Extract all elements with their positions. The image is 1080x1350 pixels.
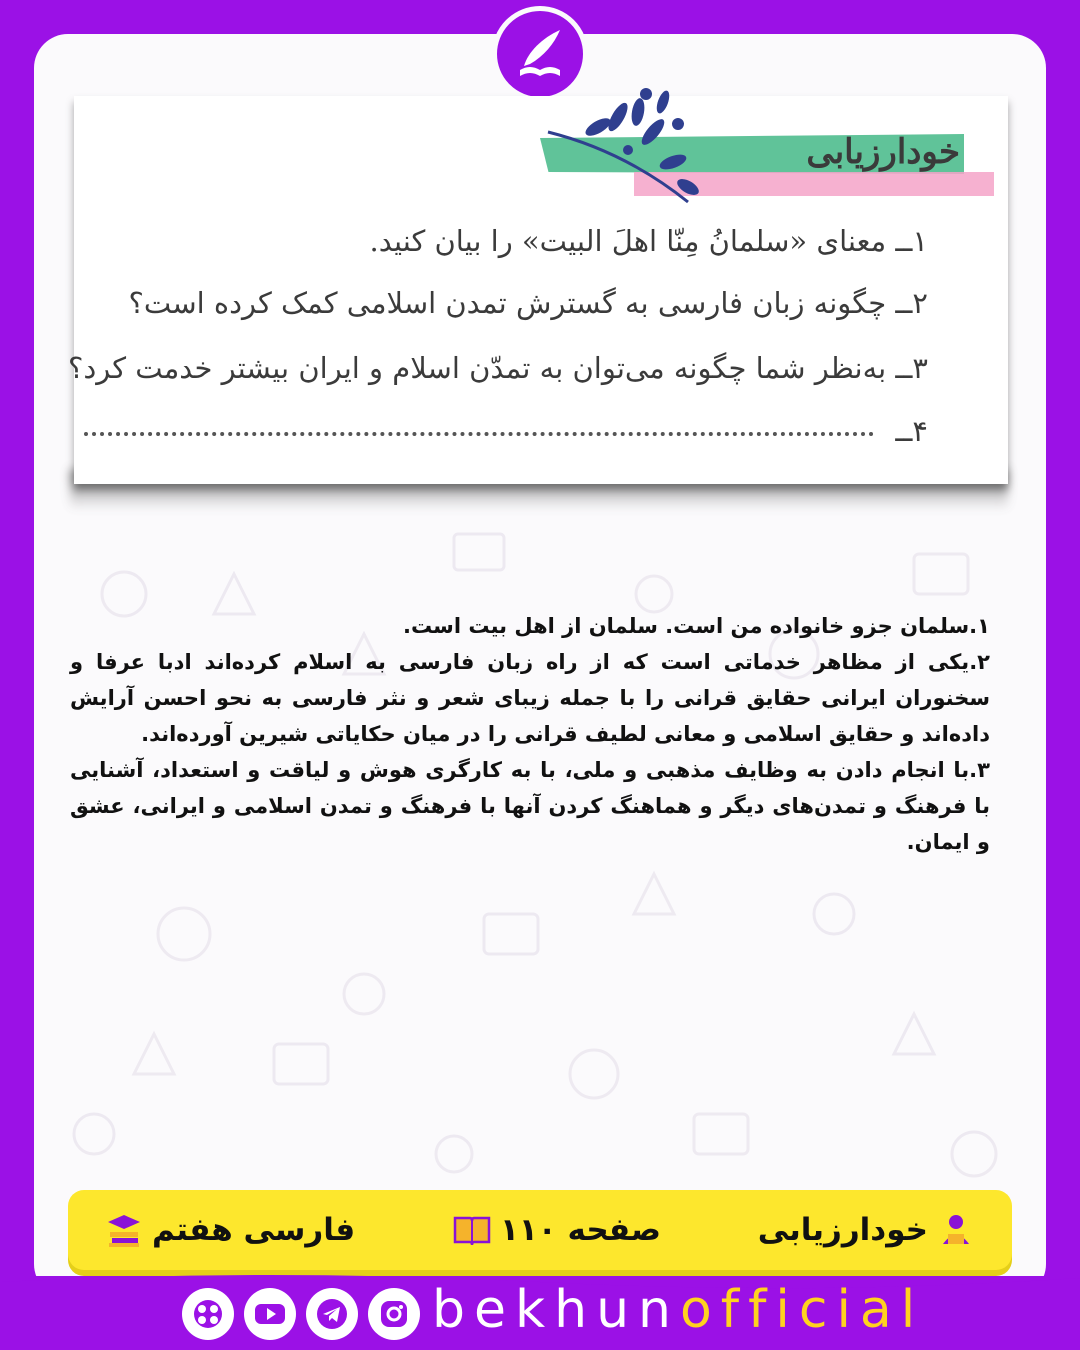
- answer-3: ۳.با انجام دادن به وظایف مذهبی و ملی، با به کارگری هوش و لیاقت و استعداد، آشنایی با فرهنگ و تمدن‌های دیگر و هماهنگ کردن آنها با فرهنگ و تمدن اسلامی و ایرانی، عشق و ایمان.: [70, 758, 990, 854]
- answer-2: ۲.یکی از مظاهر خدماتی است که از راه زبان فارسی به اسلام کرده‌اند ادبا عرفا و سخنوران ایرانی حقایق قرانی را با جمله زیبای شعر و نثر فارسی به نحو احسن آرایش داده‌اند و حقایق اسلامی و معانی لطیف قرانی را در میان حکایاتی شیرین آورده‌اند.: [70, 650, 990, 746]
- brand-part-1: bekhun: [432, 1280, 680, 1340]
- flower-branch-icon: [538, 72, 738, 222]
- question-4: ۴ــ: [895, 414, 928, 448]
- graduation-books-icon: [104, 1210, 144, 1250]
- topic-item: [758, 1210, 976, 1250]
- answers-text: [70, 608, 990, 860]
- social-links: [182, 1288, 420, 1340]
- subject-label: فارسی هفتم: [152, 1212, 356, 1248]
- youtube-icon[interactable]: [244, 1288, 296, 1340]
- question-1: ۱ــ معنای «سلمانُ مِنّا اهلَ البیت» را بیان کنید.: [369, 224, 928, 258]
- answer-dotted-line: [84, 432, 874, 436]
- topic-label: خودارزیابی: [757, 1212, 928, 1248]
- telegram-icon[interactable]: [306, 1288, 358, 1340]
- brand-part-2: official: [679, 1280, 925, 1340]
- instagram-icon[interactable]: [368, 1288, 420, 1340]
- page-item: [452, 1210, 661, 1250]
- subject-item: [104, 1210, 355, 1250]
- section-title: خودارزیابی: [806, 132, 960, 172]
- answer-1: ۱.سلمان جزو خانواده من است. سلمان از اهل بیت است.: [402, 614, 990, 638]
- aparat-icon[interactable]: [182, 1288, 234, 1340]
- textbook-excerpt: [67, 96, 1008, 484]
- page-label: صفحه ۱۱۰: [499, 1212, 661, 1248]
- brand-handle[interactable]: [432, 1280, 924, 1340]
- question-3: ۳ــ به‌نظر شما چگونه می‌توان به تمدّن اسلام و ایران بیشتر خدمت کرد؟: [67, 351, 928, 385]
- student-icon: [936, 1210, 976, 1250]
- question-2: ۲ــ چگونه زبان فارسی به گسترش تمدن اسلامی کمک کرده است؟: [128, 286, 928, 320]
- info-bar: [68, 1190, 1012, 1270]
- book-icon: [452, 1210, 492, 1250]
